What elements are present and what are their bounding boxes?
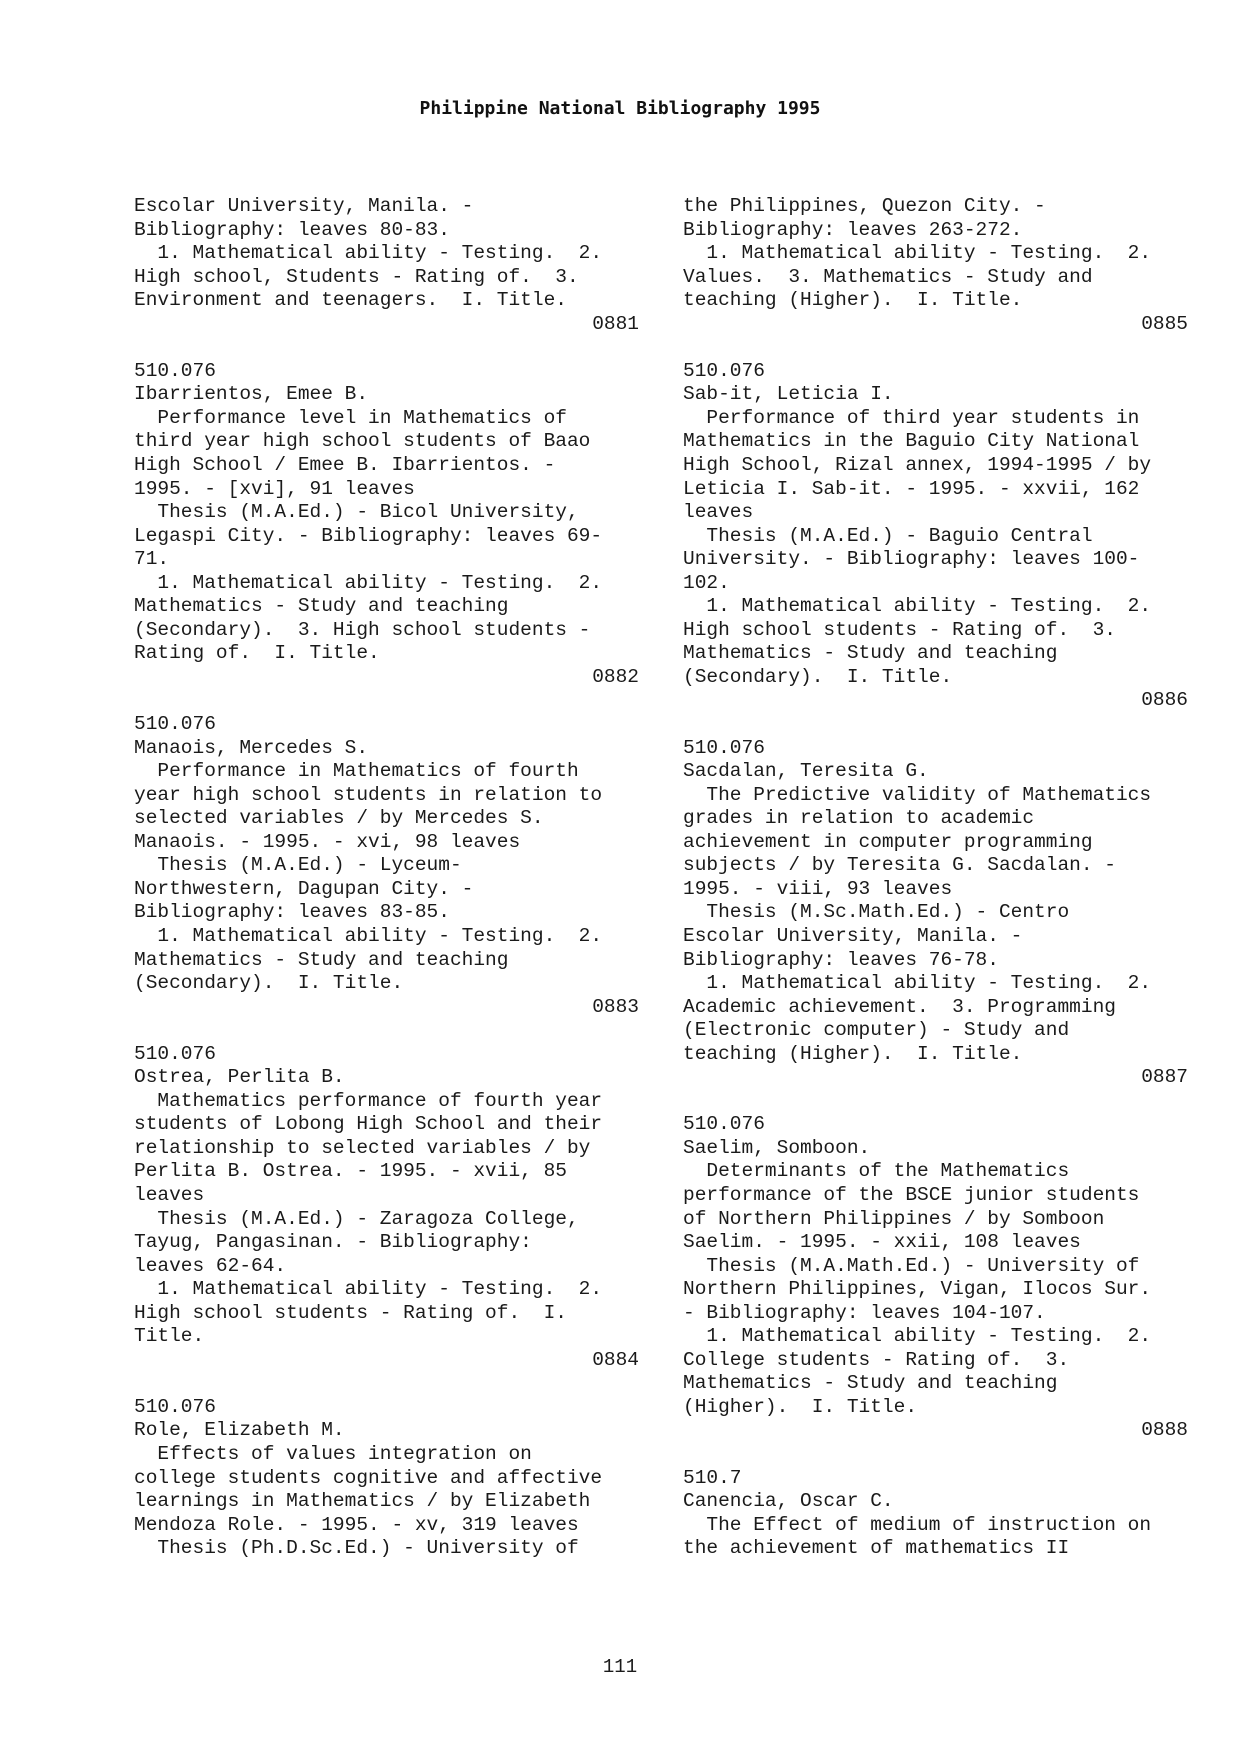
entry-line: 1. Mathematical ability - Testing. 2. xyxy=(134,571,603,594)
entry-number: 0881 xyxy=(592,312,639,335)
page-title: Philippine National Bibliography 1995 xyxy=(419,98,821,119)
right-column xyxy=(683,195,1188,1561)
entry-spacer xyxy=(134,689,639,713)
entry-line: Sacdalan, Teresita G. xyxy=(683,760,929,783)
entry-line: Determinants of the Mathematics xyxy=(683,1160,1070,1183)
entry-line: Canencia, Oscar C. xyxy=(683,1490,894,1513)
entry-line: (Secondary). I. Title. xyxy=(134,972,404,995)
entry-line: Mathematics - Study and teaching xyxy=(683,642,1058,665)
entry-line: 1. Mathematical ability - Testing. 2. xyxy=(683,242,1152,265)
entry-number: 0883 xyxy=(592,995,639,1018)
entry-line: Thesis (M.Sc.Math.Ed.) - Centro xyxy=(683,901,1070,924)
entry-line: High school students - Rating of. 3. xyxy=(683,618,1116,641)
entry-line: teaching (Higher). I. Title. xyxy=(683,1042,1023,1065)
entry-line: Bibliography: leaves 76-78. xyxy=(683,948,999,971)
entry-line: Academic achievement. 3. Programming xyxy=(683,995,1116,1018)
entry-line: Leticia I. Sab-it. - 1995. - xxvii, 162 xyxy=(683,477,1140,500)
entry-line: Bibliography: leaves 263-272. xyxy=(683,218,1023,241)
entry-line: leaves 62-64. xyxy=(134,1254,287,1277)
entry-line: High school, Students - Rating of. 3. xyxy=(134,265,579,288)
entry-line: Northwestern, Dagupan City. - xyxy=(134,877,474,900)
entry-line: grades in relation to academic xyxy=(683,807,1035,830)
entry-line: college students cognitive and affective xyxy=(134,1466,603,1489)
entry-line: students of Lobong High School and their xyxy=(134,1113,603,1136)
entry-line: the Philippines, Quezon City. - xyxy=(683,195,1046,217)
entry-number: 0882 xyxy=(592,665,639,688)
entry-spacer xyxy=(683,713,1188,737)
entry-line: 1. Mathematical ability - Testing. 2. xyxy=(683,972,1152,995)
bibliography-entry xyxy=(683,360,1188,713)
entry-spacer xyxy=(683,1090,1188,1114)
entry-line: Northern Philippines, Vigan, Ilocos Sur. xyxy=(683,1278,1152,1301)
entry-line: Sab-it, Leticia I. xyxy=(683,383,894,406)
entry-line: The Predictive validity of Mathematics xyxy=(683,783,1152,806)
entry-line: (Electronic computer) - Study and xyxy=(683,1019,1070,1042)
entry-line: Values. 3. Mathematics - Study and xyxy=(683,265,1093,288)
entry-line: 1995. - [xvi], 91 leaves xyxy=(134,477,415,500)
entry-spacer xyxy=(134,1019,639,1043)
entry-number: 0884 xyxy=(592,1348,639,1371)
entry-line: 510.076 xyxy=(683,359,765,382)
entry-number: 0886 xyxy=(1141,689,1188,712)
entry-line: Escolar University, Manila. - xyxy=(134,195,474,217)
entry-line: Performance in Mathematics of fourth xyxy=(134,760,579,783)
entry-line: Thesis (M.A.Ed.) - Zaragoza College, xyxy=(134,1207,579,1230)
entry-line: learnings in Mathematics / by Elizabeth xyxy=(134,1490,591,1513)
entry-line: University. - Bibliography: leaves 100- xyxy=(683,548,1140,571)
entry-line: Performance level in Mathematics of xyxy=(134,406,567,429)
entry-spacer xyxy=(134,1372,639,1396)
entry-line: year high school students in relation to xyxy=(134,783,603,806)
entry-line: the achievement of mathematics II xyxy=(683,1537,1070,1560)
entry-line: Perlita B. Ostrea. - 1995. - xvii, 85 xyxy=(134,1160,567,1183)
entry-line: Thesis (Ph.D.Sc.Ed.) - University of xyxy=(134,1537,579,1560)
entry-line: - Bibliography: leaves 104-107. xyxy=(683,1301,1046,1324)
entry-line: Title. xyxy=(134,1325,205,1348)
entry-number: 0887 xyxy=(1141,1066,1188,1089)
entry-line: leaves xyxy=(683,501,754,524)
entry-line: Mathematics - Study and teaching xyxy=(134,595,509,618)
entry-line: teaching (Higher). I. Title. xyxy=(683,289,1023,312)
bibliography-entry xyxy=(134,1396,639,1561)
page-number: 111 xyxy=(602,1656,638,1678)
entry-line: Mathematics - Study and teaching xyxy=(683,1372,1058,1395)
entry-line: 1. Mathematical ability - Testing. 2. xyxy=(683,595,1152,618)
entry-line: 510.076 xyxy=(683,1113,765,1136)
entry-line: 1. Mathematical ability - Testing. 2. xyxy=(134,242,603,265)
entry-line: Rating of. I. Title. xyxy=(134,642,380,665)
entry-line: College students - Rating of. 3. xyxy=(683,1348,1070,1371)
entry-spacer xyxy=(683,1443,1188,1467)
entry-line: High School, Rizal annex, 1994-1995 / by xyxy=(683,454,1152,477)
entry-line: Effects of values integration on xyxy=(134,1442,532,1465)
entry-line: Mathematics in the Baguio City National xyxy=(683,430,1140,453)
entry-line: 510.076 xyxy=(134,359,216,382)
left-column xyxy=(134,195,639,1561)
entry-line: Ibarrientos, Emee B. xyxy=(134,383,369,406)
entry-line: 510.7 xyxy=(683,1466,742,1489)
entry-line: Manaois, Mercedes S. xyxy=(134,736,369,759)
entry-line: 510.076 xyxy=(134,713,216,736)
entry-line: Ostrea, Perlita B. xyxy=(134,1066,345,1089)
entry-line: 510.076 xyxy=(134,1395,216,1418)
entry-line: Bibliography: leaves 80-83. xyxy=(134,218,450,241)
entry-line: Manaois. - 1995. - xvi, 98 leaves xyxy=(134,830,521,853)
bibliography-entry xyxy=(683,1113,1188,1443)
entry-line: Mathematics - Study and teaching xyxy=(134,948,509,971)
entry-number: 0885 xyxy=(1141,312,1188,335)
entry-line: Bibliography: leaves 83-85. xyxy=(134,901,450,924)
entry-line: Environment and teenagers. I. Title. xyxy=(134,289,567,312)
entry-line: selected variables / by Mercedes S. xyxy=(134,807,544,830)
entry-line: High School / Emee B. Ibarrientos. - xyxy=(134,454,556,477)
entry-line: Thesis (M.A.Ed.) - Lyceum- xyxy=(134,854,462,877)
entry-line: achievement in computer programming xyxy=(683,830,1093,853)
entry-line: relationship to selected variables / by xyxy=(134,1136,591,1159)
entry-line: 102. xyxy=(683,571,730,594)
bibliography-entry xyxy=(683,737,1188,1090)
entry-line: 1. Mathematical ability - Testing. 2. xyxy=(134,1278,603,1301)
bibliography-entry xyxy=(134,1043,639,1373)
entry-line: Legaspi City. - Bibliography: leaves 69- xyxy=(134,524,603,547)
entry-line: performance of the BSCE junior students xyxy=(683,1183,1140,1206)
bibliography-entry xyxy=(134,195,639,336)
entry-line: Tayug, Pangasinan. - Bibliography: xyxy=(134,1231,532,1254)
entry-line: 1. Mathematical ability - Testing. 2. xyxy=(683,1325,1152,1348)
entry-line: 1995. - viii, 93 leaves xyxy=(683,877,953,900)
entry-line: Mathematics performance of fourth year xyxy=(134,1089,603,1112)
entry-line: (Higher). I. Title. xyxy=(683,1395,918,1418)
entry-line: High school students - Rating of. I. xyxy=(134,1301,567,1324)
entry-spacer xyxy=(683,336,1188,360)
bibliography-entry xyxy=(683,1467,1188,1561)
entry-line: Escolar University, Manila. - xyxy=(683,924,1023,947)
entry-line: subjects / by Teresita G. Sacdalan. - xyxy=(683,854,1116,877)
entry-line: 71. xyxy=(134,548,170,571)
entry-line: Role, Elizabeth M. xyxy=(134,1419,345,1442)
entry-spacer xyxy=(134,336,639,360)
bibliography-entry xyxy=(683,195,1188,336)
entry-number: 0888 xyxy=(1141,1419,1188,1442)
entry-line: Thesis (M.A.Ed.) - Baguio Central xyxy=(683,524,1093,547)
entry-line: 1. Mathematical ability - Testing. 2. xyxy=(134,924,603,947)
entry-line: 510.076 xyxy=(683,736,765,759)
bibliography-entry xyxy=(134,360,639,690)
entry-line: (Secondary). I. Title. xyxy=(683,665,953,688)
entry-line: of Northern Philippines / by Somboon xyxy=(683,1207,1105,1230)
entry-line: third year high school students of Baao xyxy=(134,430,591,453)
entry-line: The Effect of medium of instruction on xyxy=(683,1513,1152,1536)
entry-line: (Secondary). 3. High school students - xyxy=(134,618,591,641)
entry-line: Performance of third year students in xyxy=(683,406,1140,429)
entry-line: 510.076 xyxy=(134,1042,216,1065)
entry-line: Thesis (M.A.Ed.) - Bicol University, xyxy=(134,501,579,524)
entry-line: Thesis (M.A.Math.Ed.) - University of xyxy=(683,1254,1140,1277)
bibliography-entry xyxy=(134,713,639,1019)
entry-line: Mendoza Role. - 1995. - xv, 319 leaves xyxy=(134,1513,579,1536)
entry-line: Saelim. - 1995. - xxii, 108 leaves xyxy=(683,1231,1081,1254)
entry-line: leaves xyxy=(134,1183,205,1206)
entry-line: Saelim, Somboon. xyxy=(683,1136,871,1159)
